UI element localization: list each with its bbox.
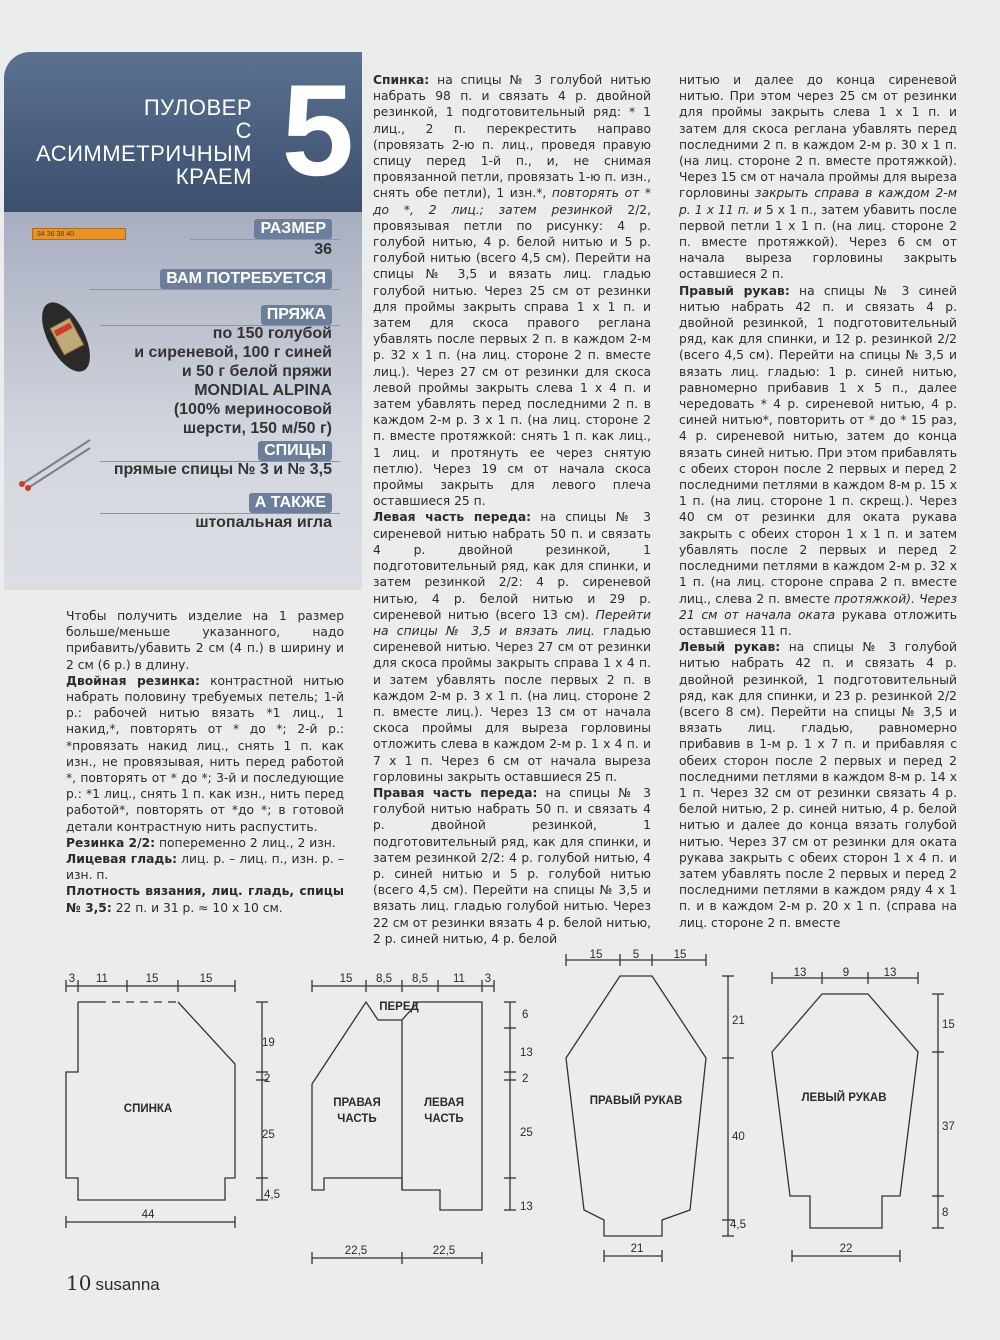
yarn-line: и 50 г белой пряжи: [181, 363, 332, 380]
size-value: 36: [314, 241, 332, 258]
density-heading: Плотность вязания, лиц. гладь, спицы № 3,5:: [66, 884, 344, 915]
back-text-2: 2/2, провязывая петли по рисунку: 4 р. голубой нитью, 4 р. белой нитью и 5 р. голубой нитью (всего 4,5 см). Перейти на спицы № 3,5 и вязать лиц. гладью голубой нитью. Через 25 см от резинки для проймы закрыть справа 1 х 1 п. и затем для скоса правого реглана убавлять после первых 2 п. в каждом 2-м р. 32 х 1 п. (на лиц. стороне 2 п. вместе лиц.). Через 27 см от резинки для скоса левой проймы закрыть слева 1 х 4 п. и затем убавлять перед последними 2 п. в каждом 2-м р. 3 х 1 п. (на лиц. стороне 2 п. вместе протяжкой: снять 1 п. как лиц., 1 лиц. и протянуть ее через снятую петлю). Через 19 см от начала скоса проймы закрыть для левого плеча оставшиеся 25 п.: [373, 202, 652, 509]
dim-label: 25: [520, 1127, 533, 1139]
dim-label: 44: [141, 1209, 155, 1221]
left-sleeve-text: на спицы № 3 голубой нитью набрать 42 п. и связать 4 р. двойной резинкой, 1 подготовительный ряд, как для спинки, и 23 р. резинкой 2/2 (всего 8 см). Перейти на спицы № 3,5 и вязать лиц. гладью, равномерно прибавив в 1-м р. 1 х 7 п. и прибавляя с обеих сторон после 2 первых и перед 2 последними петлями в каждом 8-м р. 14 х 1 п. Через 32 см от резинки связать 4 р. белой нитью, 2 р. синей нитью, 4 р. белой нитью и далее до конца вязать голубой нитью. Через 37 см от резинки для оката рукава закрыть с обеих сторон 1 х 4 п. и затем убавлять после 2 первых и перед 2 последними петлями в каждом ряду 4 х 1 п. и в каждом 2-м р. 20 х 1 п. (справа на лиц. стороне 2 п. вместе: [679, 640, 958, 930]
dim-label: 37: [942, 1121, 955, 1133]
yarn-line: MONDIAL ALPINA: [194, 382, 332, 399]
left-part-label: ЧАСТЬ: [424, 1113, 464, 1125]
continued-italic: закрыть справа в каждом 2-м р. 1 х 11 п. и: [679, 186, 957, 217]
left-front-heading: Левая часть переда:: [373, 510, 532, 525]
needles-value: прямые спицы № 3 и № 3,5: [113, 461, 332, 478]
right-sleeve-heading: Правый рукав:: [679, 283, 790, 298]
density-text: 22 п. и 31 р. ≈ 10 х 10 см.: [111, 900, 283, 915]
left-sleeve-heading: Левый рукав:: [679, 640, 781, 655]
pattern-number: 5: [281, 57, 354, 203]
back-heading: Спинка:: [373, 73, 430, 87]
right-front-heading: Правая часть переда:: [373, 785, 538, 800]
yarn-line: (100% мериносовой: [173, 401, 332, 418]
right-sleeve-label: ПРАВЫЙ РУКАВ: [589, 1095, 683, 1107]
dim-label: 15: [339, 973, 353, 985]
dim-label: 15: [673, 949, 687, 961]
rib22-heading: Резинка 2/2:: [66, 835, 156, 850]
dim-label: 25: [262, 1129, 275, 1141]
dim-label: 13: [883, 967, 897, 979]
left-front-text-2: гладью сиреневой нитью. Через 27 см от резинки для скоса проймы закрыть справа 1 х 4 п. и затем убавлять после первых 2 п. в каждом 2-м р. 3 х 1 п. (на лиц. стороне 2 п. вместе лиц.). Через 13 см от начала скоса проймы для выреза горловины отложить слева в каждом 2-м р. 1 х 4 п. и 7 х 1 п. Через 6 см от начала выреза горловины закрыть оставшиеся 25 п.: [373, 623, 651, 784]
dim-label: 21: [732, 1015, 745, 1027]
left-front-text: на спицы № 3 сиреневой нитью набрать 50 п. и связать 4 р. двойной резинкой, 1 подготовительный ряд, как для спинки, и затем резинкой 2/2: 4 р. сиреневой нитью, 4 р. белой нитью и 29 р. сиреневой нитью (всего 13 см).: [373, 510, 651, 622]
yarn-line: и сиреневой, 100 г синей: [134, 344, 332, 361]
dim-label: 15: [589, 949, 603, 961]
dim-label: 15: [199, 973, 213, 985]
dim-label: 3: [68, 973, 76, 985]
right-part-label: ЧАСТЬ: [337, 1113, 377, 1125]
size-adjust-note: Чтобы получить изделие на 1 размер больше/меньше указанного, надо прибавить/убавить 2 см (4 п.) в ширину и 2 см (6 р.) в длину.: [66, 609, 344, 672]
tape-numbers: 34 36 38 40: [37, 231, 74, 238]
page-number: 10: [66, 1271, 92, 1295]
dim-label: 4,5: [730, 1219, 746, 1231]
also-value: штопальная игла: [195, 514, 332, 531]
double-rib-text: контрастной нитью набрать половину требуемых петель; 1-й р.: рабочей нитью вязать *1 лиц., 1 накид,*, повторять от * до *; 2-й р.: *провязать накид лиц., снять 1 п. как изн., не провязывая, нить перед работой *, повторять от * до *; 3-й и последующие р.: *1 лиц., снять 1 п. как изн., нить перед работой*, повторять от *до *; в готовой детали контрастную нить распустить.: [66, 673, 345, 834]
right-sleeve-text: на спицы № 3 синей нитью набрать 42 п. и связать 4 р. двойной резинкой, 1 подготовительный ряд, как для спинки, и 12 р. резинкой 2/2 (всего 4,5 см). Перейти на спицы № 3,5 и вязать лиц. гладью: 1 р. синей нитью, равномерно прибавив 1 х 5 п., далее чередовать * 4 р. сиреневой нитью, 4 р. синей нитью*, повторить от * до * 15 раз, 4 р. сиреневой нитью, затем до конца вязать синей нитью. При этом прибавлять с обеих сторон после 2 первых и перед 2 последними петлями в каждом 8-м р. 15 х 1 п. (на лиц. стороне 1 п. скрещ.). Через 40 см от резинки для оката рукава закрыть с обеих сторон 1 х 1 п. и затем убавлять после 2 первых и перед 2 последними петлями в каждом 2-м р. 32 х 1 п. (на лиц. стороне справа 2 п. вместе лиц., слева 2 п. вместе: [679, 283, 957, 606]
left-sleeve-schematic: [772, 972, 944, 1262]
back-label: СПИНКА: [123, 1103, 173, 1115]
dim-label: 9: [842, 967, 850, 979]
dim-label: 8,5: [376, 973, 392, 985]
dim-label: 11: [96, 973, 108, 985]
dim-label: 22: [839, 1243, 853, 1255]
dim-label: 2: [522, 1073, 529, 1085]
title-line: КРАЕМ: [175, 164, 252, 189]
dim-label: 6: [522, 1009, 529, 1021]
dim-label: 13: [793, 967, 807, 979]
right-sleeve-text-2: рукава отложить оставшиеся 11 п.: [679, 607, 957, 638]
dim-label: 15: [145, 973, 159, 985]
double-rib-heading: Двойная резинка:: [66, 673, 200, 688]
back-italic: повторять от * до *, 2 лиц.; затем резинкой: [373, 186, 652, 217]
right-sleeve-schematic: [566, 954, 734, 1262]
continued-text-2: 5 х 1 п., затем убавить после первой петли 1 х 1 п. (на лиц. стороне 2 п. вместе протяжкой). Через 6 см от начала выреза горловины закрыть оставшиеся 2 п.: [679, 202, 957, 282]
needles-label: СПИЦЫ: [258, 441, 332, 461]
dim-label: 8,5: [412, 973, 428, 985]
dim-label: 19: [262, 1037, 275, 1049]
title-line: С АСИММЕТРИЧНЫМ: [36, 118, 252, 166]
need-label: ВАМ ПОТРЕБУЕТСЯ: [160, 269, 332, 289]
dim-label: 2: [264, 1073, 271, 1085]
title-line: ПУЛОВЕР: [143, 95, 252, 120]
left-part-label: ЛЕВАЯ: [423, 1097, 465, 1109]
yarn-line: по 150 голубой: [212, 325, 332, 342]
dim-label: 13: [520, 1201, 533, 1213]
right-sleeve-italic: протяжкой). Через 21 см от начала оката: [679, 591, 957, 622]
yarn-label: ПРЯЖА: [261, 305, 332, 325]
dim-label: 22,5: [432, 1245, 456, 1257]
magazine-brand: susanna: [95, 1275, 160, 1294]
dim-label: 5: [632, 949, 640, 961]
right-front-text: на спицы № 3 голубой нитью набрать 50 п. и связать 4 р. двойной резинкой, 1 подготовительный ряд, как для спинки, и затем резинкой 2/2: 4 р. голубой нитью, 4 р. синей нитью и 5 р. голубой нитью (всего 4,5 см). Перейти на спицы № 3,5 и вязать лиц. гладью голубой нитью. Через 22 см от резинки вязать 4 р. белой нитью, 2 р. синей нитью, 4 р. белой: [373, 785, 651, 946]
face-stitch-heading: Лицевая гладь:: [66, 852, 178, 867]
right-part-label: ПРАВАЯ: [333, 1097, 381, 1109]
dim-label: 11: [453, 973, 465, 985]
back-text: на спицы № 3 голубой нитью набрать 98 п. и связать 4 р. двойной резинкой, 1 подготовительный ряд: * 1 лиц., 2 п. перекрестить направо (провязать 2-ю п. лиц., проведя правую спицу перед 1-й п., и, не снимая провязанной петли, провязать 1-ю п. изн., снять обе петли), 1 изн.*,: [373, 73, 651, 201]
dim-label: 4,5: [264, 1189, 280, 1201]
front-label: ПЕРЕД: [379, 1001, 419, 1013]
dim-label: 13: [520, 1047, 533, 1059]
dim-label: 8: [942, 1207, 949, 1219]
yarn-line: шерсти, 150 м/50 г): [182, 420, 332, 437]
dim-label: 3: [484, 973, 492, 985]
dim-label: 15: [942, 1019, 955, 1031]
also-label: А ТАКЖЕ: [249, 493, 332, 513]
left-sleeve-label: ЛЕВЫЙ РУКАВ: [801, 1092, 887, 1104]
page-footer: [66, 1271, 160, 1295]
left-front-italic: Перейти на спицы № 3,5 и вязать лиц.: [373, 607, 651, 638]
dim-label: 21: [630, 1243, 644, 1255]
dim-label: 22,5: [344, 1245, 368, 1257]
face-stitch-text: лиц. р. – лиц. п., изн. р. – изн. п.: [66, 852, 344, 883]
dim-label: 40: [732, 1131, 745, 1143]
rib22-text: попеременно 2 лиц., 2 изн.: [155, 835, 336, 850]
size-label: РАЗМЕР: [254, 219, 332, 239]
continued-text: нитью и далее до конца сиреневой нитью. При этом через 25 см от резинки для проймы закрыть слева 1 х 1 п. и затем для скоса реглана убавлять перед последними 2 п. в каждом 2-м р. 30 х 1 п. (на лиц. стороне 2 п. вместе протяжкой). Через 15 см от начала проймы для выреза горловины: [679, 73, 957, 201]
